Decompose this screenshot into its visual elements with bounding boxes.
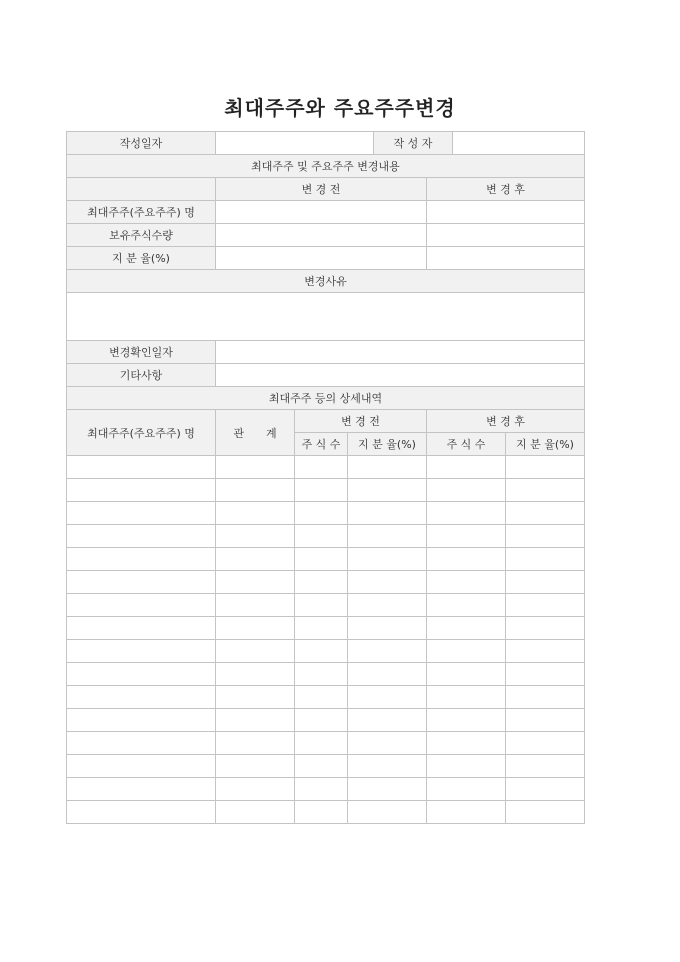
detail-cell-after-shares[interactable] — [427, 732, 506, 755]
detail-cell-after-shares[interactable] — [427, 456, 506, 479]
detail-cell-relation[interactable] — [216, 525, 295, 548]
detail-cell-name[interactable] — [67, 502, 216, 525]
detail-cell-before-ratio[interactable] — [348, 594, 427, 617]
detail-cell-name[interactable] — [67, 479, 216, 502]
detail-cell-before-shares[interactable] — [295, 548, 348, 571]
detail-cell-relation[interactable] — [216, 502, 295, 525]
detail-cell-before-shares[interactable] — [295, 640, 348, 663]
shareholder-name-after-field[interactable] — [427, 201, 585, 224]
detail-cell-before-ratio[interactable] — [348, 801, 427, 824]
detail-cell-before-ratio[interactable] — [348, 502, 427, 525]
detail-cell-after-shares[interactable] — [427, 801, 506, 824]
detail-cell-after-ratio[interactable] — [506, 456, 585, 479]
table-row — [67, 479, 585, 502]
author-field[interactable] — [453, 132, 585, 155]
table-row — [67, 640, 585, 663]
detail-cell-before-shares[interactable] — [295, 502, 348, 525]
ownership-ratio-after-field[interactable] — [427, 247, 585, 270]
detail-cell-after-shares[interactable] — [427, 502, 506, 525]
detail-cell-after-shares[interactable] — [427, 686, 506, 709]
detail-cell-relation[interactable] — [216, 456, 295, 479]
detail-cell-before-ratio[interactable] — [348, 456, 427, 479]
shareholder-name-before-field[interactable] — [216, 201, 427, 224]
detail-cell-before-ratio[interactable] — [348, 548, 427, 571]
detail-cell-after-ratio[interactable] — [506, 686, 585, 709]
detail-cell-after-shares[interactable] — [427, 617, 506, 640]
detail-cell-before-shares[interactable] — [295, 594, 348, 617]
confirm-date-label: 변경확인일자 — [67, 341, 216, 364]
shareholder-name-label: 최대주주(주요주주) 명 — [67, 201, 216, 224]
detail-cell-after-shares[interactable] — [427, 778, 506, 801]
table-row — [67, 709, 585, 732]
detail-cell-after-shares[interactable] — [427, 571, 506, 594]
ownership-ratio-label: 지 분 율(%) — [67, 247, 216, 270]
detail-cell-name[interactable] — [67, 732, 216, 755]
detail-cell-after-ratio[interactable] — [506, 594, 585, 617]
table-row — [67, 571, 585, 594]
detail-cell-after-ratio[interactable] — [506, 571, 585, 594]
form-title: 최대주주와 주요주주변경 — [224, 96, 456, 120]
detail-cell-name[interactable] — [67, 778, 216, 801]
detail-cell-after-shares[interactable] — [427, 755, 506, 778]
detail-cell-before-shares[interactable] — [295, 801, 348, 824]
detail-cell-name[interactable] — [67, 525, 216, 548]
detail-cell-before-shares[interactable] — [295, 571, 348, 594]
detail-cell-before-ratio[interactable] — [348, 525, 427, 548]
detail-cell-after-ratio[interactable] — [506, 525, 585, 548]
change-header-blank — [67, 178, 216, 201]
detail-cell-relation[interactable] — [216, 732, 295, 755]
table-row — [67, 548, 585, 571]
detail-cell-before-shares[interactable] — [295, 617, 348, 640]
detail-cell-before-shares[interactable] — [295, 709, 348, 732]
detail-cell-relation[interactable] — [216, 479, 295, 502]
detail-cell-name[interactable] — [67, 571, 216, 594]
detail-cell-before-ratio[interactable] — [348, 732, 427, 755]
detail-cell-relation[interactable] — [216, 709, 295, 732]
detail-cell-before-shares[interactable] — [295, 525, 348, 548]
detail-name-header: 최대주주(주요주주) 명 — [67, 410, 216, 456]
table-row — [67, 456, 585, 479]
table-row — [67, 594, 585, 617]
detail-cell-relation[interactable] — [216, 801, 295, 824]
shares-held-after-field[interactable] — [427, 224, 585, 247]
detail-cell-name[interactable] — [67, 548, 216, 571]
detail-cell-before-ratio[interactable] — [348, 571, 427, 594]
detail-cell-before-ratio[interactable] — [348, 709, 427, 732]
detail-section-title: 최대주주 등의 상세내역 — [67, 387, 585, 410]
table-row — [67, 801, 585, 824]
detail-cell-before-ratio[interactable] — [348, 663, 427, 686]
detail-cell-after-ratio[interactable] — [506, 548, 585, 571]
detail-relation-header: 관 계 — [216, 410, 295, 456]
detail-cell-name[interactable] — [67, 755, 216, 778]
detail-after-shares-header: 주 식 수 — [427, 433, 506, 456]
author-label: 작 성 자 — [374, 132, 453, 155]
change-reason-field[interactable] — [67, 293, 585, 341]
detail-cell-name[interactable] — [67, 594, 216, 617]
table-row — [67, 732, 585, 755]
change-before-header: 변 경 전 — [216, 178, 427, 201]
table-row — [67, 755, 585, 778]
detail-cell-after-ratio[interactable] — [506, 640, 585, 663]
detail-cell-before-shares[interactable] — [295, 663, 348, 686]
detail-cell-name[interactable] — [67, 686, 216, 709]
shares-held-label: 보유주식수량 — [67, 224, 216, 247]
ownership-ratio-before-field[interactable] — [216, 247, 427, 270]
confirm-date-field[interactable] — [216, 341, 585, 364]
detail-cell-after-shares[interactable] — [427, 479, 506, 502]
detail-cell-after-ratio[interactable] — [506, 663, 585, 686]
change-after-header: 변 경 후 — [427, 178, 585, 201]
detail-cell-after-shares[interactable] — [427, 640, 506, 663]
other-notes-label: 기타사항 — [67, 364, 216, 387]
detail-after-header: 변 경 후 — [427, 410, 585, 433]
detail-cell-relation[interactable] — [216, 571, 295, 594]
detail-after-ratio-header: 지 분 율(%) — [506, 433, 585, 456]
shareholder-change-form — [66, 131, 585, 824]
detail-before-header: 변 경 전 — [295, 410, 427, 433]
table-row — [67, 663, 585, 686]
detail-cell-after-ratio[interactable] — [506, 709, 585, 732]
detail-before-ratio-header: 지 분 율(%) — [348, 433, 427, 456]
detail-before-shares-header: 주 식 수 — [295, 433, 348, 456]
detail-cell-name[interactable] — [67, 456, 216, 479]
detail-cell-before-shares[interactable] — [295, 732, 348, 755]
detail-cell-before-ratio[interactable] — [348, 686, 427, 709]
detail-cell-name[interactable] — [67, 640, 216, 663]
detail-cell-before-ratio[interactable] — [348, 755, 427, 778]
detail-cell-after-shares[interactable] — [427, 594, 506, 617]
other-notes-field[interactable] — [216, 364, 585, 387]
table-row — [67, 686, 585, 709]
detail-cell-after-shares[interactable] — [427, 525, 506, 548]
detail-cell-after-shares[interactable] — [427, 709, 506, 732]
table-row — [67, 525, 585, 548]
change-section-title: 최대주주 및 주요주주 변경내용 — [67, 155, 585, 178]
detail-cell-before-shares[interactable] — [295, 778, 348, 801]
detail-cell-after-ratio[interactable] — [506, 502, 585, 525]
detail-cell-relation[interactable] — [216, 617, 295, 640]
detail-cell-after-ratio[interactable] — [506, 801, 585, 824]
detail-cell-before-ratio[interactable] — [348, 778, 427, 801]
detail-cell-after-ratio[interactable] — [506, 732, 585, 755]
detail-cell-after-shares[interactable] — [427, 548, 506, 571]
detail-cell-relation[interactable] — [216, 548, 295, 571]
detail-cell-before-shares[interactable] — [295, 686, 348, 709]
detail-cell-before-ratio[interactable] — [348, 640, 427, 663]
shares-held-before-field[interactable] — [216, 224, 427, 247]
detail-cell-before-shares[interactable] — [295, 456, 348, 479]
detail-cell-after-ratio[interactable] — [506, 479, 585, 502]
detail-cell-relation[interactable] — [216, 755, 295, 778]
detail-cell-relation[interactable] — [216, 640, 295, 663]
detail-cell-after-shares[interactable] — [427, 663, 506, 686]
table-row — [67, 617, 585, 640]
change-reason-label: 변경사유 — [67, 270, 585, 293]
detail-cell-name[interactable] — [67, 617, 216, 640]
detail-cell-relation[interactable] — [216, 663, 295, 686]
date-label: 작성일자 — [67, 132, 216, 155]
table-row — [67, 502, 585, 525]
detail-cell-after-ratio[interactable] — [506, 778, 585, 801]
detail-cell-name[interactable] — [67, 709, 216, 732]
detail-cell-after-ratio[interactable] — [506, 617, 585, 640]
table-row — [67, 778, 585, 801]
detail-cell-before-shares[interactable] — [295, 479, 348, 502]
detail-cell-after-ratio[interactable] — [506, 755, 585, 778]
detail-cell-name[interactable] — [67, 663, 216, 686]
detail-cell-name[interactable] — [67, 801, 216, 824]
detail-cell-relation[interactable] — [216, 686, 295, 709]
detail-cell-before-ratio[interactable] — [348, 479, 427, 502]
detail-cell-before-ratio[interactable] — [348, 617, 427, 640]
detail-cell-relation[interactable] — [216, 778, 295, 801]
date-field[interactable] — [216, 132, 374, 155]
detail-cell-before-shares[interactable] — [295, 755, 348, 778]
detail-cell-relation[interactable] — [216, 594, 295, 617]
